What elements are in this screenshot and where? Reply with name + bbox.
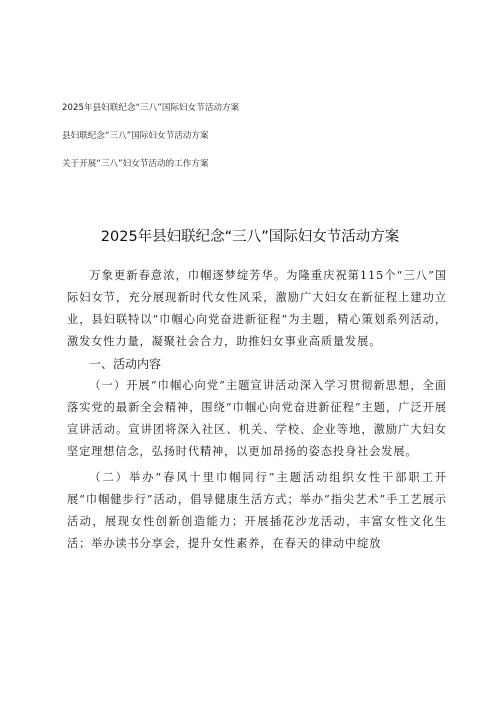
toc-item-2[interactable]: 县妇联纪念“三八”国际妇女节活动方案 (62, 131, 209, 141)
section-heading-activities: 一、活动内容 (89, 357, 162, 371)
document-body (67, 265, 447, 555)
table-of-contents (62, 103, 442, 187)
item-1-paragraph: （一）开展“巾帼心向党”主题宣讲活动深入学习贯彻新思想，全面落实党的最新全会精神，围绕“巾帼心向党奋进新征程”主题，广泛开展宣讲活动。宣讲团将深入社区、机关、学校、企业等地，激励广大妇女坚定理想信念，弘扬时代精神，以更加昂扬的姿态投身社会发展。 (67, 379, 447, 458)
item-2-paragraph: （二）举办“春风十里巾帼同行”主题活动组织女性干部职工开展“巾帼健步行”活动，倡导健康生活方式；举办“指尖艺术”手工艺展示活动，展现女性创新创造能力；开展插花沙龙活动，丰富女性文化生活；举办读书分享会，提升女性素养，在春天的律动中绽放 (67, 471, 447, 550)
intro-paragraph: 万象更新春意浓，巾帼逐梦绽芳华。为隆重庆祝第115个“三八”国际妇女节，充分展现新时代女性风采，激励广大妇女在新征程上建功立业，县妇联特以“巾帼心向党奋进新征程”为主题，精心策划系列活动，激发女性力量，凝聚社会合力，助推妇女事业高质量发展。 (67, 269, 447, 348)
toc-item-1[interactable]: 2025年县妇联纪念“三八”国际妇女节活动方案 (62, 103, 240, 113)
toc-item-3[interactable]: 关于开展“三八”妇女节活动的工作方案 (62, 159, 209, 169)
document-title: 2025年县妇联纪念“三八”国际妇女节活动方案 (100, 229, 400, 245)
